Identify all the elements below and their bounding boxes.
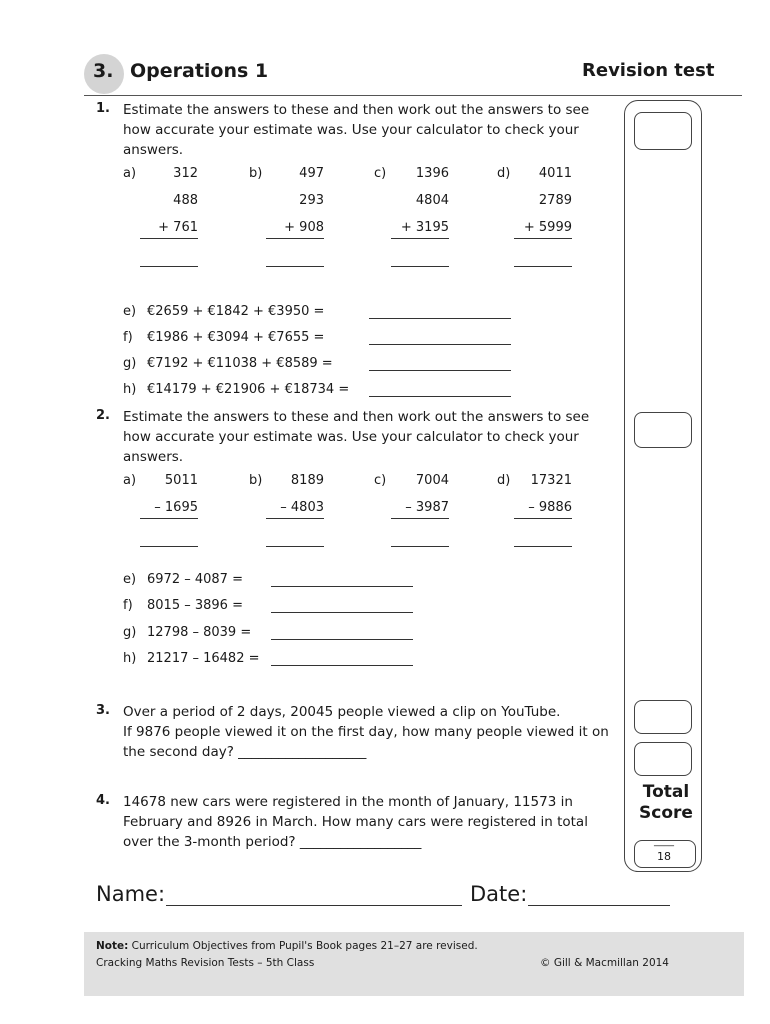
- q2h-expression: 21217 – 16482 =: [147, 651, 260, 666]
- footer-book-title: Cracking Maths Revision Tests – 5th Class: [96, 957, 315, 969]
- q2a-label: a): [123, 473, 137, 488]
- total-score-label: Total Score: [639, 782, 693, 823]
- q1d-sum-line: [514, 238, 572, 239]
- section-number: 3.: [93, 60, 114, 82]
- q2f-answer-line[interactable]: [271, 612, 413, 613]
- q1-number: 1.: [96, 101, 110, 116]
- q1-text: Estimate the answers to these and then work out the answers to see how accurate your estimate was. Use your calculator to check your answers.: [123, 102, 590, 158]
- q1b-label: b): [249, 166, 263, 181]
- q2b-row1: 8189: [290, 473, 324, 488]
- q1e-answer-line[interactable]: [369, 318, 511, 319]
- q1a-row1: 312: [173, 166, 198, 181]
- q1g-answer-line[interactable]: [369, 370, 511, 371]
- q2a-answer-line[interactable]: [140, 546, 198, 547]
- q1c-label: c): [374, 166, 387, 181]
- footer-copyright: © Gill & Macmillan 2014: [540, 957, 669, 969]
- test-label: Revision test: [582, 60, 715, 81]
- q1a-answer-line[interactable]: [140, 266, 198, 267]
- q2c-answer-line[interactable]: [391, 546, 449, 547]
- q2a-row1: 5011: [164, 473, 198, 488]
- q1-score-box[interactable]: [634, 112, 692, 150]
- q1g-label: g): [123, 356, 137, 371]
- q1a-sum-line: [140, 238, 198, 239]
- q2h-label: h): [123, 651, 137, 666]
- q2-text: Estimate the answers to these and then work out the answers to see how accurate your estimate was. Use your calculator to check your answers.: [123, 409, 590, 465]
- q2d-answer-line[interactable]: [514, 546, 572, 547]
- name-label: Name:: [96, 882, 166, 906]
- q4-text: 14678 new cars were registered in the month of January, 11573 in February and 8926 in March. How many cars were registered in total over the 3-month period? __________________: [123, 794, 588, 850]
- page-title: Operations 1: [130, 60, 269, 82]
- date-label: Date:: [470, 882, 528, 906]
- q1c-sum-line: [391, 238, 449, 239]
- q1e-expression: €2659 + €1842 + €3950 =: [147, 304, 325, 319]
- q1b-row3: + 908: [284, 220, 324, 235]
- q2c-label: c): [374, 473, 387, 488]
- q1h-answer-line[interactable]: [369, 396, 511, 397]
- q1d-answer-line[interactable]: [514, 266, 572, 267]
- q1c-row2: 4804: [415, 193, 449, 208]
- total-score-max: 18: [657, 850, 671, 863]
- q3-number: 3.: [96, 703, 110, 718]
- q1d-label: d): [497, 166, 511, 181]
- q1h-expression: €14179 + €21906 + €18734 =: [147, 382, 350, 397]
- total-score-blank: ____: [654, 836, 674, 847]
- q2b-sum-line: [266, 518, 324, 519]
- q1a-row2: 488: [173, 193, 198, 208]
- q1c-row3: + 3195: [400, 220, 449, 235]
- q1f-answer-line[interactable]: [369, 344, 511, 345]
- q1d-row1: 4011: [538, 166, 572, 181]
- q2d-label: d): [497, 473, 511, 488]
- q1a-label: a): [123, 166, 137, 181]
- q2d-row2: – 9886: [528, 500, 572, 515]
- q1d-row3: + 5999: [523, 220, 572, 235]
- date-field[interactable]: [528, 905, 670, 906]
- q2g-answer-line[interactable]: [271, 639, 413, 640]
- q1a-row3: + 761: [158, 220, 198, 235]
- q1b-answer-line[interactable]: [266, 266, 324, 267]
- footer-note: Note: Curriculum Objectives from Pupil's Book pages 21–27 are revised.: [96, 940, 478, 952]
- q1g-expression: €7192 + €11038 + €8589 =: [147, 356, 333, 371]
- q1b-row2: 293: [299, 193, 324, 208]
- q1b-sum-line: [266, 238, 324, 239]
- q2b-label: b): [249, 473, 263, 488]
- q2g-label: g): [123, 625, 137, 640]
- q1f-expression: €1986 + €3094 + €7655 =: [147, 330, 325, 345]
- q1c-answer-line[interactable]: [391, 266, 449, 267]
- q3-text: Over a period of 2 days, 20045 people viewed a clip on YouTube. If 9876 people viewed it on the first day, how many people viewed it on the second day? ___________________: [123, 704, 609, 760]
- q2f-expression: 8015 – 3896 =: [147, 598, 243, 613]
- q1d-row2: 2789: [538, 193, 572, 208]
- q2-score-box[interactable]: [634, 412, 692, 448]
- q1c-row1: 1396: [415, 166, 449, 181]
- q2c-row1: 7004: [415, 473, 449, 488]
- q1b-row1: 497: [299, 166, 324, 181]
- q2c-sum-line: [391, 518, 449, 519]
- q2d-sum-line: [514, 518, 572, 519]
- q2-number: 2.: [96, 408, 110, 423]
- q1h-label: h): [123, 382, 137, 397]
- q1f-label: f): [123, 330, 133, 345]
- q2e-label: e): [123, 572, 137, 587]
- q2e-expression: 6972 – 4087 =: [147, 572, 243, 587]
- q2c-row2: – 3987: [405, 500, 449, 515]
- q2d-row1: 17321: [530, 473, 572, 488]
- header-divider: [84, 95, 742, 96]
- q2f-label: f): [123, 598, 133, 613]
- q2a-row2: – 1695: [154, 500, 198, 515]
- q2a-sum-line: [140, 518, 198, 519]
- q2h-answer-line[interactable]: [271, 665, 413, 666]
- q2b-row2: – 4803: [280, 500, 324, 515]
- q4-score-box[interactable]: [634, 742, 692, 776]
- name-field[interactable]: [166, 905, 462, 906]
- q2e-answer-line[interactable]: [271, 586, 413, 587]
- q4-number: 4.: [96, 793, 110, 808]
- q3-score-box[interactable]: [634, 700, 692, 734]
- q2b-answer-line[interactable]: [266, 546, 324, 547]
- q2g-expression: 12798 – 8039 =: [147, 625, 252, 640]
- q1e-label: e): [123, 304, 137, 319]
